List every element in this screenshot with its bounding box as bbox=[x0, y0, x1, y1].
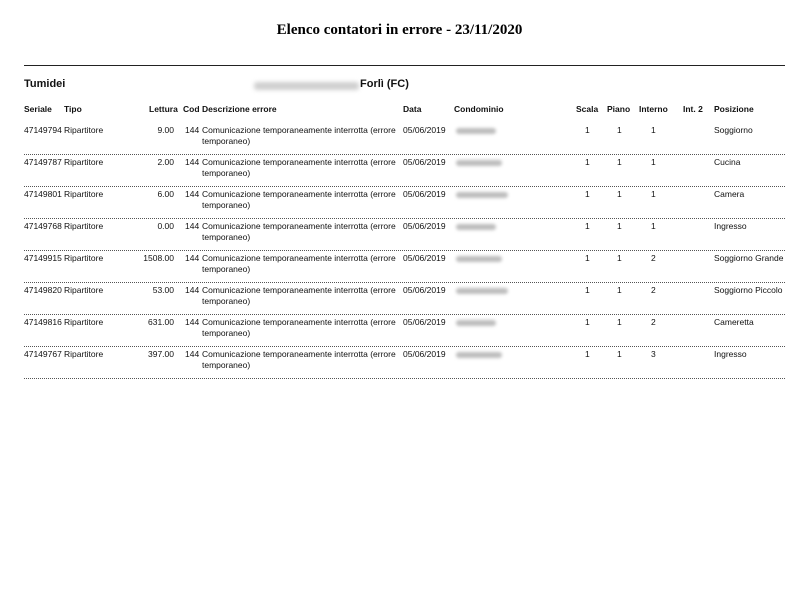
cell-descrizione: Comunicazione temporaneamente interrotta (errore temporaneo) bbox=[202, 189, 396, 210]
col-interno: Interno bbox=[639, 104, 668, 114]
col-scala: Scala bbox=[576, 104, 599, 114]
cell-descrizione: Comunicazione temporaneamente interrotta (errore temporaneo) bbox=[202, 221, 396, 242]
redacted-condominio bbox=[456, 128, 496, 134]
row-separator bbox=[24, 282, 785, 283]
cell-piano: 1 bbox=[617, 221, 622, 231]
col-tipo: Tipo bbox=[64, 104, 82, 114]
table-row bbox=[24, 253, 785, 285]
redacted-condominio bbox=[456, 352, 502, 358]
cell-posizione: Cucina bbox=[714, 157, 741, 167]
cell-lettura: 6.00 bbox=[157, 189, 174, 199]
cell-interno: 1 bbox=[651, 125, 656, 135]
cell-tipo: Ripartitore bbox=[64, 253, 104, 263]
cell-seriale: 47149820 bbox=[24, 285, 62, 295]
cell-piano: 1 bbox=[617, 125, 622, 135]
table-row bbox=[24, 221, 785, 253]
redacted-address bbox=[254, 82, 359, 90]
cell-cod: 144 bbox=[185, 125, 200, 135]
cell-interno: 3 bbox=[651, 349, 656, 359]
col-descrizione: Descrizione errore bbox=[202, 104, 277, 114]
cell-data: 05/06/2019 bbox=[403, 349, 446, 359]
cell-data: 05/06/2019 bbox=[403, 221, 446, 231]
cell-descrizione: Comunicazione temporaneamente interrotta (errore temporaneo) bbox=[202, 157, 396, 178]
cell-descrizione: Comunicazione temporaneamente interrotta (errore temporaneo) bbox=[202, 253, 396, 274]
cell-scala: 1 bbox=[585, 253, 590, 263]
cell-descrizione: Comunicazione temporaneamente interrotta (errore temporaneo) bbox=[202, 317, 396, 338]
cell-descrizione: Comunicazione temporaneamente interrotta (errore temporaneo) bbox=[202, 285, 396, 306]
cell-scala: 1 bbox=[585, 349, 590, 359]
cell-piano: 1 bbox=[617, 189, 622, 199]
col-condominio: Condominio bbox=[454, 104, 504, 114]
redacted-condominio bbox=[456, 160, 502, 166]
row-separator bbox=[24, 346, 785, 347]
table-row bbox=[24, 349, 785, 381]
cell-piano: 1 bbox=[617, 253, 622, 263]
cell-tipo: Ripartitore bbox=[64, 221, 104, 231]
cell-seriale: 47149816 bbox=[24, 317, 62, 327]
cell-interno: 2 bbox=[651, 285, 656, 295]
cell-descrizione: Comunicazione temporaneamente interrotta (errore temporaneo) bbox=[202, 125, 396, 146]
redacted-condominio bbox=[456, 224, 496, 230]
row-separator bbox=[24, 218, 785, 219]
cell-data: 05/06/2019 bbox=[403, 157, 446, 167]
cell-posizione: Soggiorno bbox=[714, 125, 753, 135]
cell-cod: 144 bbox=[185, 157, 200, 167]
cell-data: 05/06/2019 bbox=[403, 285, 446, 295]
cell-cod: 144 bbox=[185, 317, 200, 327]
cell-scala: 1 bbox=[585, 157, 590, 167]
cell-piano: 1 bbox=[617, 157, 622, 167]
cell-lettura: 53.00 bbox=[152, 285, 174, 295]
cell-data: 05/06/2019 bbox=[403, 189, 446, 199]
cell-interno: 1 bbox=[651, 189, 656, 199]
cell-descrizione: Comunicazione temporaneamente interrotta (errore temporaneo) bbox=[202, 349, 396, 370]
row-separator bbox=[24, 250, 785, 251]
cell-data: 05/06/2019 bbox=[403, 125, 446, 135]
redacted-condominio bbox=[456, 192, 508, 198]
group-city: Forlì (FC) bbox=[360, 78, 409, 90]
cell-seriale: 47149787 bbox=[24, 157, 62, 167]
cell-piano: 1 bbox=[617, 285, 622, 295]
cell-cod: 144 bbox=[185, 349, 200, 359]
cell-scala: 1 bbox=[585, 221, 590, 231]
row-separator bbox=[24, 378, 785, 379]
cell-posizione: Ingresso bbox=[714, 349, 747, 359]
row-separator bbox=[24, 314, 785, 315]
group-name: Tumidei bbox=[24, 78, 66, 90]
redacted-condominio bbox=[456, 256, 502, 262]
cell-lettura: 0.00 bbox=[157, 221, 174, 231]
cell-seriale: 47149768 bbox=[24, 221, 62, 231]
table-row bbox=[24, 317, 785, 349]
col-cod: Cod bbox=[183, 104, 200, 114]
cell-lettura: 1508.00 bbox=[143, 253, 174, 263]
cell-scala: 1 bbox=[585, 189, 590, 199]
cell-interno: 1 bbox=[651, 157, 656, 167]
table-row bbox=[24, 157, 785, 189]
col-piano: Piano bbox=[607, 104, 631, 114]
cell-piano: 1 bbox=[617, 317, 622, 327]
cell-posizione: Soggiorno Grande bbox=[714, 253, 784, 263]
col-posizione: Posizione bbox=[714, 104, 754, 114]
table-row bbox=[24, 189, 785, 221]
cell-tipo: Ripartitore bbox=[64, 125, 104, 135]
cell-posizione: Camera bbox=[714, 189, 745, 199]
cell-tipo: Ripartitore bbox=[64, 317, 104, 327]
cell-lettura: 2.00 bbox=[157, 157, 174, 167]
cell-posizione: Ingresso bbox=[714, 221, 747, 231]
report-title: Elenco contatori in errore - 23/11/2020 bbox=[276, 22, 523, 38]
cell-scala: 1 bbox=[585, 125, 590, 135]
table-row bbox=[24, 285, 785, 317]
cell-interno: 2 bbox=[651, 317, 656, 327]
group-header bbox=[24, 78, 785, 94]
cell-seriale: 47149767 bbox=[24, 349, 62, 359]
col-lettura: Lettura bbox=[149, 104, 178, 114]
cell-lettura: 397.00 bbox=[148, 349, 174, 359]
cell-lettura: 9.00 bbox=[157, 125, 174, 135]
cell-scala: 1 bbox=[585, 317, 590, 327]
cell-cod: 144 bbox=[185, 189, 200, 199]
cell-scala: 1 bbox=[585, 285, 590, 295]
cell-posizione: Cameretta bbox=[714, 317, 754, 327]
col-int2: Int. 2 bbox=[683, 104, 703, 114]
redacted-condominio bbox=[456, 288, 508, 294]
cell-piano: 1 bbox=[617, 349, 622, 359]
cell-tipo: Ripartitore bbox=[64, 285, 104, 295]
cell-tipo: Ripartitore bbox=[64, 189, 104, 199]
cell-cod: 144 bbox=[185, 221, 200, 231]
cell-tipo: Ripartitore bbox=[64, 157, 104, 167]
table-row bbox=[24, 125, 785, 157]
title-rule bbox=[24, 65, 785, 66]
cell-seriale: 47149794 bbox=[24, 125, 62, 135]
cell-data: 05/06/2019 bbox=[403, 253, 446, 263]
col-data: Data bbox=[403, 104, 422, 114]
cell-interno: 1 bbox=[651, 221, 656, 231]
cell-seriale: 47149801 bbox=[24, 189, 62, 199]
cell-lettura: 631.00 bbox=[148, 317, 174, 327]
cell-cod: 144 bbox=[185, 285, 200, 295]
cell-interno: 2 bbox=[651, 253, 656, 263]
cell-data: 05/06/2019 bbox=[403, 317, 446, 327]
col-seriale: Seriale bbox=[24, 104, 52, 114]
redacted-condominio bbox=[456, 320, 496, 326]
cell-cod: 144 bbox=[185, 253, 200, 263]
row-separator bbox=[24, 186, 785, 187]
cell-seriale: 47149915 bbox=[24, 253, 62, 263]
row-separator bbox=[24, 154, 785, 155]
cell-posizione: Soggiorno Piccolo bbox=[714, 285, 783, 295]
cell-tipo: Ripartitore bbox=[64, 349, 104, 359]
